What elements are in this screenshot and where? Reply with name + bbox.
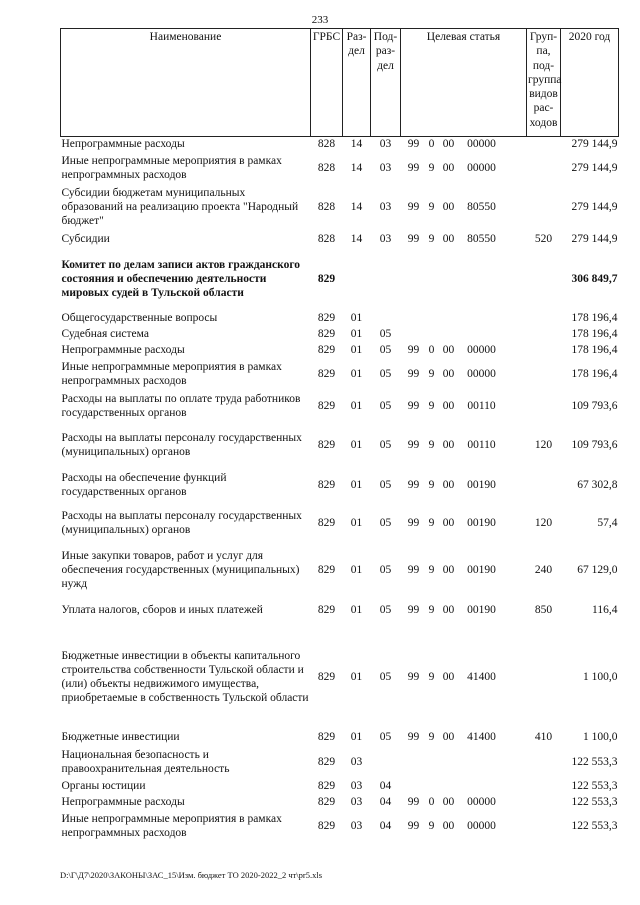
row-grbs: 829: [317, 272, 336, 285]
row-name: Общегосударственные вопросы: [61, 311, 218, 324]
table-body: [61, 137, 619, 842]
row-sum-2020: 178 196,4: [571, 327, 618, 340]
target-article-part: 99: [407, 439, 420, 451]
row-sum-2020: 178 196,4: [571, 367, 618, 380]
row-sum-2020: 67 302,8: [577, 478, 618, 491]
row-sum-2020: 57,4: [597, 517, 618, 529]
row-name: Уплата налогов, сборов и иных платежей: [61, 603, 263, 616]
row-target-article: [401, 310, 527, 326]
target-article-part: 9: [428, 564, 435, 576]
row-sum-2020: 109 793,6: [571, 439, 618, 451]
target-article-part: 00: [442, 517, 455, 529]
target-article-part: 9: [428, 161, 435, 174]
target-article-part: 00110: [467, 399, 496, 412]
row-grbs: 829: [317, 603, 336, 616]
row-razdel: 01: [350, 439, 363, 451]
row-razdel: 14: [350, 138, 363, 151]
row-grbs: 829: [317, 311, 336, 324]
target-article-part: 9: [428, 670, 435, 683]
row-target-article: [401, 625, 527, 729]
row-target-article: [401, 358, 527, 390]
target-article-part: 00190: [467, 478, 496, 491]
target-article-part: 00: [442, 670, 455, 683]
row-grbs: 829: [317, 478, 336, 491]
row-podrazdel: 05: [379, 603, 392, 616]
row-podrazdel: 03: [379, 233, 392, 245]
target-article-part: 99: [407, 138, 420, 151]
row-sum-2020: 178 196,4: [571, 311, 618, 324]
target-article-part: 00000: [467, 819, 496, 832]
target-article-part: 80550: [467, 201, 496, 213]
row-expense-group: [527, 326, 561, 342]
target-article-part: 99: [407, 517, 420, 529]
row-podrazdel: 05: [379, 327, 392, 340]
table-row: [61, 422, 619, 469]
header-podrazdel: Под-раз-дел: [371, 29, 401, 137]
row-razdel: 03: [350, 755, 363, 768]
row-name: Непрограммные расходы: [61, 138, 185, 151]
target-article-part: 00000: [467, 161, 496, 174]
row-podrazdel: 05: [379, 564, 392, 576]
row-razdel: 01: [350, 670, 363, 683]
table-row: [61, 810, 619, 842]
target-article-part: 00000: [467, 795, 496, 808]
table-row: [61, 778, 619, 794]
row-target-article: [401, 729, 527, 746]
row-sum-2020: 67 129,0: [577, 564, 618, 576]
header-grbs: ГРБС: [311, 29, 343, 137]
row-podrazdel: 03: [379, 138, 392, 151]
row-podrazdel: 04: [379, 819, 392, 832]
row-expense-group: [527, 184, 561, 231]
row-grbs: 829: [317, 779, 336, 792]
target-article-part: 99: [407, 399, 420, 412]
row-grbs: 828: [317, 201, 336, 213]
row-expense-group: 410: [534, 731, 553, 743]
row-name: Органы юстиции: [61, 779, 146, 792]
table-row: [61, 390, 619, 422]
row-razdel: 14: [350, 161, 363, 174]
target-article-part: 41400: [467, 670, 496, 683]
row-podrazdel: 05: [379, 478, 392, 491]
row-razdel: 01: [350, 603, 363, 616]
row-target-article: [401, 794, 527, 810]
row-name: Иные непрограммные мероприятия в рамках непрограммных расходов: [61, 360, 282, 387]
target-article-part: 00190: [467, 517, 496, 529]
table-row: [61, 729, 619, 746]
row-sum-2020: 116,4: [592, 603, 618, 616]
row-razdel: 01: [350, 327, 363, 340]
target-article-part: 99: [407, 795, 420, 808]
target-article-part: 00: [442, 343, 455, 356]
table-row: [61, 231, 619, 248]
row-sum-2020: 122 553,3: [571, 779, 618, 792]
row-sum-2020: 109 793,6: [571, 399, 618, 412]
target-article-part: 00190: [467, 603, 496, 616]
row-grbs: 829: [317, 367, 336, 380]
row-podrazdel: 05: [379, 517, 392, 529]
target-article-part: 99: [407, 670, 420, 683]
row-podrazdel: 05: [379, 367, 392, 380]
row-razdel: 03: [350, 819, 363, 832]
row-razdel: 01: [350, 564, 363, 576]
row-grbs: 829: [317, 670, 336, 683]
row-expense-group: 120: [534, 517, 553, 529]
budget-table: [60, 28, 619, 842]
row-sum-2020: 279 144,9: [571, 161, 618, 174]
row-name: Расходы на выплаты персоналу государственных (муниципальных) органов: [61, 432, 302, 458]
row-name: Расходы на выплаты по оплате труда работников государственных органов: [61, 392, 301, 419]
row-expense-group: [527, 248, 561, 310]
target-article-part: 00: [442, 795, 455, 808]
row-razdel: 01: [350, 399, 363, 412]
row-podrazdel: 03: [379, 201, 392, 213]
row-name: Субсидии: [61, 233, 110, 245]
header-target-article: Целевая статья: [401, 29, 527, 137]
target-article-part: 99: [407, 603, 420, 616]
row-sum-2020: 122 553,3: [571, 755, 618, 768]
row-podrazdel: [371, 746, 401, 778]
table-row: [61, 342, 619, 358]
row-sum-2020: 279 144,9: [571, 201, 618, 213]
row-podrazdel: 05: [379, 343, 392, 356]
row-name: Бюджетные инвестиции: [61, 731, 180, 743]
target-article-part: 00: [442, 138, 455, 151]
target-article-part: 9: [428, 603, 435, 616]
header-year: 2020 год: [561, 29, 619, 137]
row-razdel: 01: [350, 517, 363, 529]
row-sum-2020: 122 553,3: [571, 795, 618, 808]
row-target-article: [401, 152, 527, 184]
row-grbs: 829: [317, 755, 336, 768]
row-expense-group: 850: [534, 603, 553, 616]
target-article-part: 99: [407, 367, 420, 380]
target-article-part: 99: [407, 564, 420, 576]
row-razdel: 01: [350, 343, 363, 356]
row-razdel: 01: [350, 478, 363, 491]
target-article-part: 00: [442, 367, 455, 380]
row-grbs: 828: [317, 138, 336, 151]
target-article-part: 0: [428, 138, 435, 151]
row-expense-group: [527, 625, 561, 729]
row-grbs: 829: [317, 731, 336, 743]
row-name: Субсидии бюджетам муниципальных образований на реализацию проекта "Народный бюджет": [61, 187, 299, 227]
target-article-part: 99: [407, 233, 420, 245]
row-razdel: 03: [350, 795, 363, 808]
target-article-part: 99: [407, 343, 420, 356]
target-article-part: 00000: [467, 138, 496, 151]
row-target-article: [401, 342, 527, 358]
target-article-part: 00: [442, 161, 455, 174]
header-name: Наименование: [61, 29, 311, 137]
table-header: [61, 29, 619, 137]
row-target-article: [401, 137, 527, 152]
row-grbs: 829: [317, 819, 336, 832]
row-target-article: [401, 778, 527, 794]
row-target-article: [401, 390, 527, 422]
row-name: Расходы на выплаты персоналу государственных (муниципальных) органов: [61, 510, 302, 536]
row-razdel: 03: [350, 779, 363, 792]
row-target-article: [401, 248, 527, 310]
target-article-part: 00: [442, 233, 455, 245]
table-row: [61, 137, 619, 152]
row-podrazdel: 03: [379, 161, 392, 174]
row-name: Национальная безопасность и правоохранительная деятельность: [61, 748, 230, 775]
row-name: Непрограммные расходы: [61, 343, 185, 356]
table-row: [61, 184, 619, 231]
row-sum-2020: 178 196,4: [571, 343, 618, 356]
row-expense-group: [527, 469, 561, 501]
row-expense-group: [527, 137, 561, 152]
target-article-part: 9: [428, 233, 435, 245]
row-razdel: 01: [350, 367, 363, 380]
table-row: [61, 746, 619, 778]
row-name: Расходы на обеспечение функций государственных органов: [61, 471, 227, 498]
header-razdel: Раз-дел: [343, 29, 371, 137]
row-target-article: [401, 326, 527, 342]
row-podrazdel: 04: [379, 779, 392, 792]
target-article-part: 00: [442, 399, 455, 412]
row-target-article: [401, 231, 527, 248]
row-razdel: [343, 248, 371, 310]
row-expense-group: [527, 310, 561, 326]
target-article-part: 99: [407, 731, 420, 743]
target-article-part: 00000: [467, 367, 496, 380]
target-article-part: 9: [428, 819, 435, 832]
target-article-part: 00110: [467, 439, 496, 451]
file-path-footer: D:\Г\Д7\2020\ЗАКОНЫ\ЗАС_15\Изм. бюджет ТО 2020-2022_2 чт\pr5.xls: [60, 870, 323, 880]
row-podrazdel: [371, 248, 401, 310]
row-sum-2020: 279 144,9: [571, 138, 618, 151]
table-row: [61, 358, 619, 390]
row-expense-group: 120: [534, 439, 553, 451]
row-sum-2020: 306 849,7: [571, 272, 618, 285]
row-razdel: 01: [350, 731, 363, 743]
table-row: [61, 625, 619, 729]
target-article-part: 99: [407, 161, 420, 174]
target-article-part: 0: [428, 343, 435, 356]
row-target-article: [401, 422, 527, 469]
target-article-part: 00190: [467, 564, 496, 576]
target-article-part: 9: [428, 201, 435, 213]
row-grbs: 829: [317, 517, 336, 529]
row-grbs: 829: [317, 564, 336, 576]
row-target-article: [401, 546, 527, 595]
row-sum-2020: 279 144,9: [571, 233, 618, 245]
row-sum-2020: 122 553,3: [571, 819, 618, 832]
row-expense-group: [527, 152, 561, 184]
target-article-part: 99: [407, 478, 420, 491]
row-razdel: 01: [350, 311, 363, 324]
row-target-article: [401, 810, 527, 842]
row-grbs: 828: [317, 233, 336, 245]
target-article-part: 00: [442, 603, 455, 616]
row-target-article: [401, 501, 527, 546]
target-article-part: 00: [442, 201, 455, 213]
row-expense-group: [527, 358, 561, 390]
row-name: Иные непрограммные мероприятия в рамках непрограммных расходов: [61, 154, 282, 181]
row-expense-group: [527, 390, 561, 422]
target-article-part: 00: [442, 731, 455, 743]
page-number: 233: [311, 14, 329, 26]
row-grbs: 829: [317, 439, 336, 451]
row-target-article: [401, 746, 527, 778]
row-razdel: 14: [350, 233, 363, 245]
row-name: Комитет по делам записи актов гражданского состояния и обеспечению деятельности мировых судей в Тульской области: [61, 258, 301, 299]
row-podrazdel: 05: [379, 399, 392, 412]
target-article-part: 9: [428, 517, 435, 529]
row-name: Судебная система: [61, 327, 149, 340]
row-expense-group: [527, 342, 561, 358]
table-row: [61, 326, 619, 342]
target-article-part: 9: [428, 478, 435, 491]
row-sum-2020: 1 100,0: [583, 670, 618, 683]
table-row: [61, 248, 619, 310]
target-article-part: 80550: [467, 233, 496, 245]
target-article-part: 9: [428, 439, 435, 451]
target-article-part: 0: [428, 795, 435, 808]
row-grbs: 829: [317, 795, 336, 808]
target-article-part: 9: [428, 399, 435, 412]
row-podrazdel: 04: [379, 795, 392, 808]
row-name: Непрограммные расходы: [61, 795, 185, 808]
row-name: Бюджетные инвестиции в объекты капитального строительства собственности Тульской области и (или) объекты недвижимого имущества, приобретаемые в собственность Тульской области: [61, 649, 309, 704]
row-podrazdel: [371, 310, 401, 326]
table-row: [61, 546, 619, 595]
row-expense-group: [527, 778, 561, 794]
table-row: [61, 469, 619, 501]
row-grbs: 829: [317, 399, 336, 412]
row-razdel: 14: [350, 201, 363, 213]
table-row: [61, 595, 619, 625]
table-row: [61, 794, 619, 810]
row-target-article: [401, 184, 527, 231]
row-name: Иные закупки товаров, работ и услуг для обеспечения государственных (муниципальных) нужд: [61, 550, 300, 590]
table-row: [61, 501, 619, 546]
target-article-part: 00: [442, 439, 455, 451]
row-podrazdel: 05: [379, 731, 392, 743]
row-sum-2020: 1 100,0: [583, 731, 618, 743]
row-target-article: [401, 469, 527, 501]
row-podrazdel: 05: [379, 439, 392, 451]
target-article-part: 00: [442, 819, 455, 832]
target-article-part: 41400: [467, 731, 496, 743]
header-expense-group: Груп-па, под-группа видов рас-ходов: [527, 29, 561, 137]
row-podrazdel: 05: [379, 670, 392, 683]
row-name: Иные непрограммные мероприятия в рамках непрограммных расходов: [61, 812, 282, 839]
row-grbs: 829: [317, 327, 336, 340]
row-expense-group: 520: [534, 233, 553, 245]
row-expense-group: [527, 810, 561, 842]
row-grbs: 828: [317, 161, 336, 174]
row-expense-group: [527, 746, 561, 778]
target-article-part: 9: [428, 367, 435, 380]
target-article-part: 00000: [467, 343, 496, 356]
row-grbs: 829: [317, 343, 336, 356]
row-expense-group: [527, 794, 561, 810]
table-row: [61, 152, 619, 184]
row-expense-group: 240: [534, 564, 553, 576]
row-target-article: [401, 595, 527, 625]
target-article-part: 00: [442, 478, 455, 491]
target-article-part: 99: [407, 201, 420, 213]
target-article-part: 9: [428, 731, 435, 743]
target-article-part: 99: [407, 819, 420, 832]
table-row: [61, 310, 619, 326]
target-article-part: 00: [442, 564, 455, 576]
